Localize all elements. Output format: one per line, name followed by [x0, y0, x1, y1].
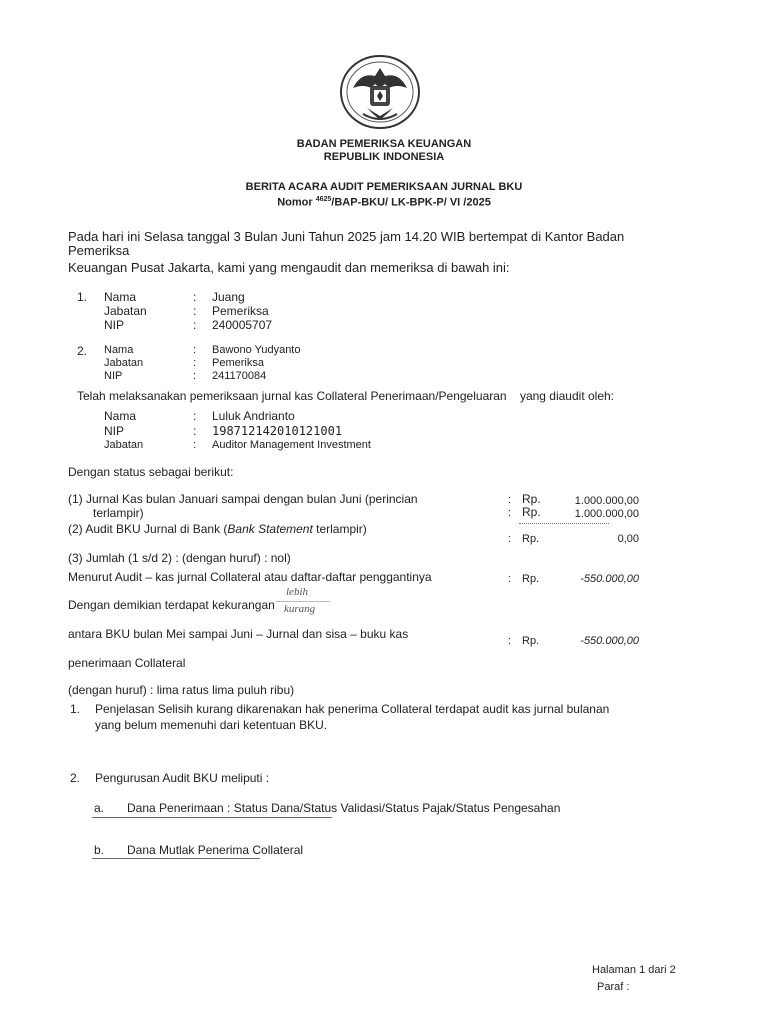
intro-line2: Pemeriksa — [68, 243, 130, 258]
note-2b-number: b. — [94, 843, 105, 857]
status-item-2-pre: (2) Audit BKU Jurnal di Bank ( — [68, 522, 228, 536]
audited-nama-label: Nama — [104, 409, 137, 423]
audited-lead — [77, 389, 614, 403]
status-item-2-italic: Bank Statement — [227, 522, 313, 536]
audited-lead-suffix: yang diaudit oleh: — [519, 389, 615, 403]
status-item-2 — [68, 522, 367, 536]
examiner-2-nama-label: Nama — [104, 344, 134, 356]
handwritten-lebih: lebih — [286, 586, 308, 598]
intro-line3: Keuangan Pusat Jakarta, kami yang mengaudit dan memeriksa di bawah ini: — [68, 260, 510, 275]
note-1-line1: Penjelasan Selisih kurang dikarenakan hak penerima Collateral terdapat audit kas jurnal bulanan — [95, 702, 610, 716]
rp-label: Rp. — [522, 505, 541, 519]
colon: : — [508, 533, 512, 545]
colon: : — [508, 573, 512, 585]
examiner-1-number: 1. — [77, 290, 88, 304]
examiner-2-nama: Bawono Yudyanto — [212, 344, 301, 356]
note-2a-underline — [92, 817, 332, 818]
note-2b-text: Dana Mutlak Penerima Collateral — [127, 843, 304, 857]
colon: : — [193, 318, 197, 332]
amount-4: -550.000,00 — [580, 573, 639, 585]
examiner-2-nip-label: NIP — [104, 370, 123, 382]
audited-lead-text: Telah melaksanakan pemeriksaan jurnal kas Collateral Penerimaan/Pengeluaran — [77, 389, 507, 403]
status-item-1-line2: terlampir) — [93, 506, 144, 520]
audited-nip-label: NIP — [104, 424, 125, 438]
rp-label: Rp. — [522, 533, 540, 545]
status-huruf: (dengan huruf) : lima ratus lima puluh ribu) — [68, 683, 295, 697]
status-item-1-line1: (1) Jurnal Kas bulan Januari sampai dengan bulan Juni (perincian — [68, 492, 418, 506]
sum-line — [519, 523, 609, 524]
nomor-label: Nomor — [277, 196, 313, 209]
note-1-number: 1. — [70, 702, 81, 716]
colon: : — [193, 344, 197, 356]
colon: : — [193, 304, 197, 318]
examiner-2-jabatan: Pemeriksa — [212, 357, 264, 369]
examiner-1-nip-label: NIP — [104, 318, 125, 332]
colon: : — [193, 290, 197, 304]
rp-label: Rp. — [522, 492, 541, 506]
document-number — [0, 196, 768, 209]
note-2-text: Pengurusan Audit BKU meliputi : — [95, 771, 270, 785]
examiner-1-nama: Juang — [212, 290, 245, 304]
examiner-1-nama-label: Nama — [104, 290, 137, 304]
note-2a-number: a. — [94, 801, 105, 815]
examiner-2-number: 2. — [77, 344, 88, 358]
status-demikian: Dengan demikian terdapat kekurangan — [68, 598, 275, 612]
note-2-number: 2. — [70, 771, 81, 785]
paraf-label: Paraf : — [597, 981, 630, 993]
examiner-2-jabatan-label: Jabatan — [104, 357, 144, 369]
colon: : — [193, 424, 197, 438]
org-name-line1: BADAN PEMERIKSA KEUANGAN — [296, 138, 472, 150]
rp-label: Rp. — [522, 573, 540, 585]
audited-jabatan: Auditor Management Investment — [212, 439, 371, 451]
intro-line1: Pada hari ini Selasa tanggal 3 Bulan Juni Tahun 2025 jam 14.20 WIB bertempat di Kantor Badan — [68, 229, 625, 244]
amount-5: -550.000,00 — [580, 635, 639, 647]
note-2b-underline — [92, 858, 260, 859]
colon: : — [193, 370, 197, 382]
note-1-line2: yang belum memenuhi dari ketentuan BKU. — [95, 718, 328, 732]
colon: : — [508, 507, 512, 519]
examiner-1-jabatan: Pemeriksa — [212, 304, 269, 318]
status-antara: antara BKU bulan Mei sampai Juni – Jurnal dan sisa – buku kas — [68, 627, 409, 641]
fraction-line — [276, 601, 330, 602]
audited-jabatan-label: Jabatan — [104, 439, 144, 451]
nomor-value: /BAP-BKU/ LK-BPK-P/ VI /2025 — [331, 196, 491, 209]
colon: : — [193, 439, 197, 451]
org-name-line2: REPUBLIK INDONESIA — [323, 151, 445, 163]
colon: : — [193, 409, 197, 423]
document-title: BERITA ACARA AUDIT PEMERIKSAAN JURNAL BKU — [245, 181, 523, 193]
examiner-1-nip: 240005707 — [212, 318, 273, 332]
colon: : — [508, 635, 512, 647]
amount-3: 0,00 — [617, 533, 639, 545]
examiner-2-nip: 241170084 — [212, 370, 267, 382]
audited-nip: 198712142010121001 — [212, 424, 343, 438]
status-item-3: (3) Jumlah (1 s/d 2) : (dengan huruf) : nol) — [68, 551, 291, 565]
colon: : — [508, 494, 512, 506]
handwritten-kurang: kurang — [284, 603, 316, 615]
amount-1: 1.000.000,00 — [574, 495, 639, 507]
examiner-1-jabatan-label: Jabatan — [104, 304, 147, 318]
colon: : — [193, 357, 197, 369]
amount-2: 1.000.000,00 — [574, 508, 639, 520]
status-menurut: Menurut Audit – kas jurnal Collateral atau daftar-daftar penggantinya — [68, 570, 432, 584]
page-number: Halaman 1 dari 2 — [592, 964, 676, 976]
status-heading: Dengan status sebagai berikut: — [68, 465, 234, 479]
note-2a-text: Dana Penerimaan : Status Dana/Status Validasi/Status Pajak/Status Pengesahan — [127, 801, 561, 815]
status-penerimaan: penerimaan Collateral — [68, 656, 186, 670]
rp-label: Rp. — [522, 635, 540, 647]
garuda-emblem — [339, 54, 421, 130]
audited-nama: Luluk Andrianto — [212, 409, 295, 423]
nomor-superscript: 4625 — [315, 196, 332, 203]
status-item-2-post: terlampir) — [312, 522, 367, 536]
